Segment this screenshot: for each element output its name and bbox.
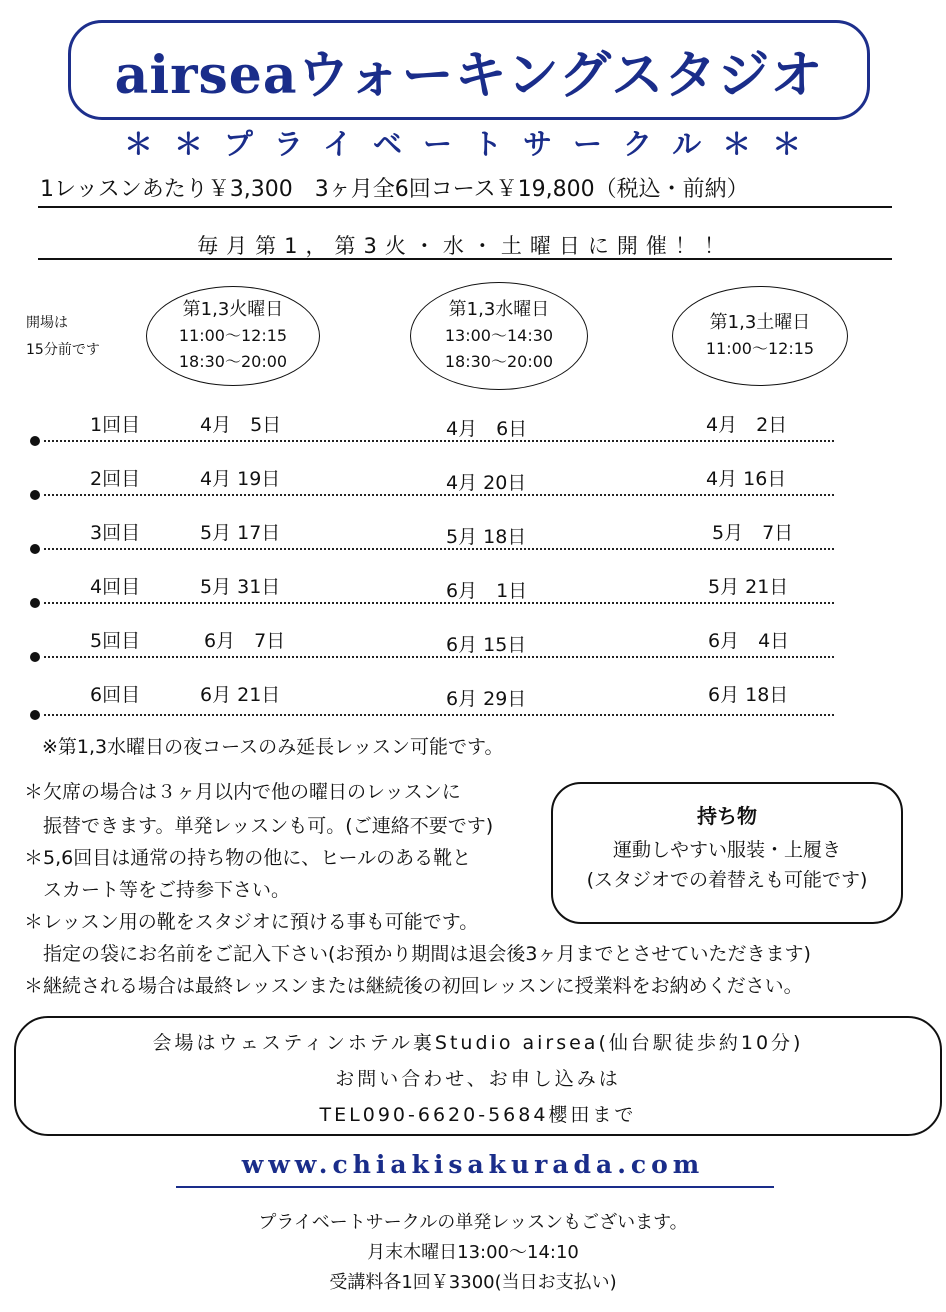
items-text xyxy=(553,835,901,895)
day-heading: 第1,3火曜日 xyxy=(182,299,284,320)
date-saturday: 4月 16日 xyxy=(706,468,787,490)
note-line: ＊継続される場合は最終レッスンまたは継続後の初回レッスンに授業料をお納めください。 xyxy=(24,975,803,997)
url-underline xyxy=(176,1186,774,1188)
date-wednesday: 4月 6日 xyxy=(446,418,528,440)
oval-wednesday xyxy=(410,282,588,390)
date-saturday: 5月 21日 xyxy=(708,576,789,598)
row-label: 2回目 xyxy=(90,468,141,490)
time-slot: 11:00〜12:15 xyxy=(178,326,288,345)
venue-box xyxy=(14,1016,942,1136)
divider xyxy=(38,258,892,260)
date-tuesday: 4月 19日 xyxy=(200,468,281,490)
date-saturday: 4月 2日 xyxy=(706,414,788,436)
time-slot: 13:00〜14:30 xyxy=(444,326,554,345)
date-wednesday: 6月 15日 xyxy=(446,634,527,656)
row-bullet xyxy=(30,436,40,446)
note-line: 振替できます。単発レッスンも可。(ご連絡不要です) xyxy=(24,815,494,837)
row-label: 6回目 xyxy=(90,684,141,706)
items-line: (スタジオでの着替えも可能です) xyxy=(586,869,868,891)
note-line: ＊5,6回目は通常の持ち物の他に、ヒールのある靴と xyxy=(24,847,472,869)
dotted-line xyxy=(44,656,834,658)
items-title: 持ち物 xyxy=(697,804,757,828)
venue-line: お問い合わせ、お申し込みは xyxy=(335,1068,621,1090)
row-bullet xyxy=(30,490,40,500)
row-bullet xyxy=(30,652,40,662)
date-saturday: 6月 4日 xyxy=(708,630,790,652)
subtitle: ＊＊プライベートサークル＊＊ xyxy=(123,127,823,161)
open-note xyxy=(26,310,100,364)
page-title: airseaウォーキングスタジオ xyxy=(114,44,824,106)
website-link[interactable]: www.chiakisakurada.com xyxy=(241,1150,705,1179)
footer-line: 受講料各1回￥3300(当日お支払い) xyxy=(329,1272,617,1293)
date-tuesday: 5月 31日 xyxy=(200,576,281,598)
date-tuesday: 4月 5日 xyxy=(200,414,282,436)
dotted-line xyxy=(44,602,834,604)
open-note-line: 開場は xyxy=(26,315,68,331)
note-line: ＊欠席の場合は３ヶ月以内で他の曜日のレッスンに xyxy=(24,781,461,803)
divider xyxy=(38,206,892,208)
row-label: 5回目 xyxy=(90,630,141,652)
date-saturday: 5月 7日 xyxy=(712,522,794,544)
day-heading: 第1,3土曜日 xyxy=(709,312,811,333)
time-slot: 18:30〜20:00 xyxy=(178,352,288,371)
dotted-line xyxy=(44,494,834,496)
row-bullet xyxy=(30,710,40,720)
date-wednesday: 5月 18日 xyxy=(446,526,527,548)
note-line: ＊レッスン用の靴をスタジオに預ける事も可能です。 xyxy=(24,911,479,933)
date-wednesday: 6月 29日 xyxy=(446,688,527,710)
row-label: 3回目 xyxy=(90,522,141,544)
row-bullet xyxy=(30,544,40,554)
date-wednesday: 4月 20日 xyxy=(446,472,527,494)
venue-phone: TEL090-6620-5684櫻田まで xyxy=(319,1104,637,1126)
date-saturday: 6月 18日 xyxy=(708,684,789,706)
dotted-line xyxy=(44,440,834,442)
day-heading: 第1,3水曜日 xyxy=(448,299,550,320)
items-box xyxy=(551,782,903,924)
extension-note: ※第1,3水曜日の夜コースのみ延長レッスン可能です。 xyxy=(42,736,504,758)
date-tuesday: 6月 21日 xyxy=(200,684,281,706)
oval-saturday xyxy=(672,286,848,386)
title-box xyxy=(68,20,870,120)
time-slot: 11:00〜12:15 xyxy=(705,339,815,358)
row-label: 1回目 xyxy=(90,414,141,436)
time-slot: 18:30〜20:00 xyxy=(444,352,554,371)
items-line: 運動しやすい服装・上履き xyxy=(612,839,841,861)
price-info: 1レッスンあたり￥3,300 3ヶ月全6回コース￥19,800（税込・前納） xyxy=(40,177,749,202)
oval-tuesday xyxy=(146,286,320,386)
row-label: 4回目 xyxy=(90,576,141,598)
note-line: 指定の袋にお名前をご記入下さい(お預かり期間は退会後3ヶ月までとさせていただきます) xyxy=(24,943,811,965)
footer-line: プライベートサークルの単発レッスンもございます。 xyxy=(258,1212,688,1233)
dotted-line xyxy=(44,714,834,716)
note-line: スカート等をご持参下さい。 xyxy=(24,879,291,901)
dotted-line xyxy=(44,548,834,550)
open-note-line: 15分前です xyxy=(26,342,100,358)
date-wednesday: 6月 1日 xyxy=(446,580,528,602)
date-tuesday: 6月 7日 xyxy=(204,630,286,652)
row-bullet xyxy=(30,598,40,608)
venue-line: 会場はウェスティンホテル裏Studio airsea(仙台駅徒歩約10分) xyxy=(152,1032,804,1054)
footer-line: 月末木曜日13:00〜14:10 xyxy=(367,1242,579,1263)
held-info: 毎月第1，第3火・水・土曜日に開催！！ xyxy=(197,234,733,258)
date-tuesday: 5月 17日 xyxy=(200,522,281,544)
